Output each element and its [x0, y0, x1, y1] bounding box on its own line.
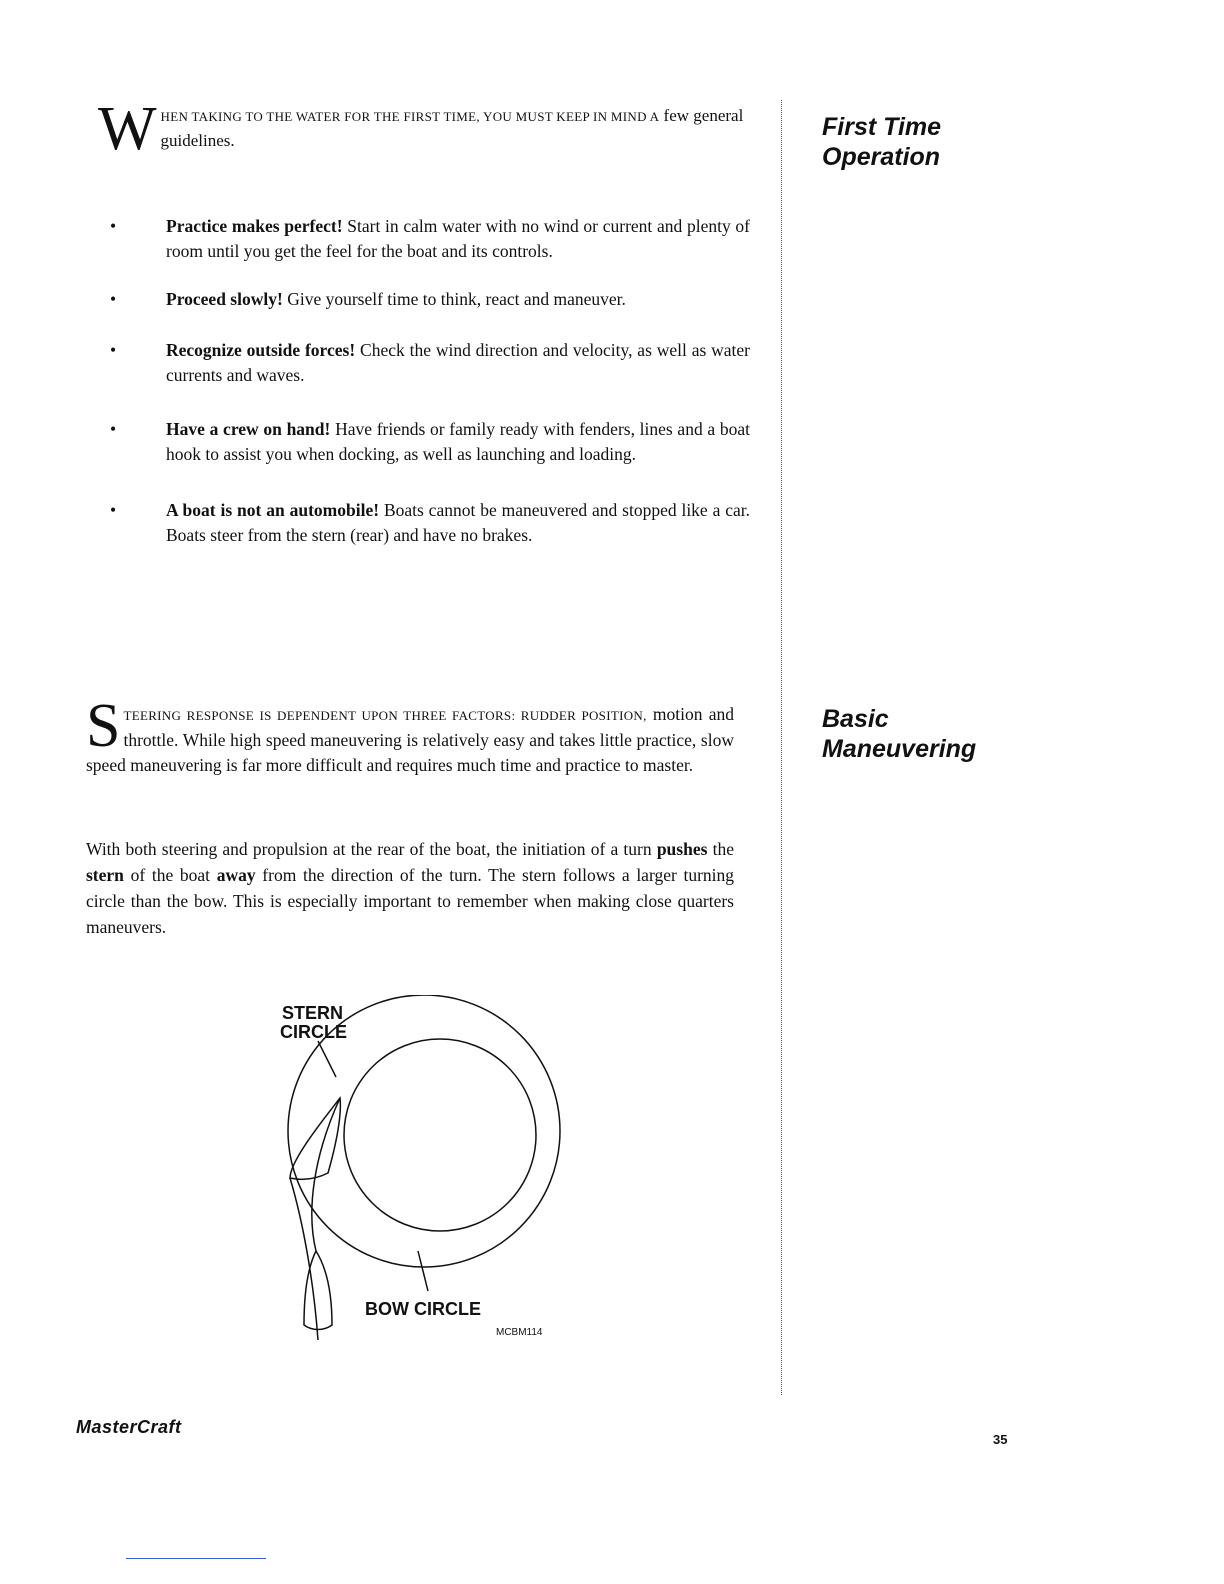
turning-bold-pushes: pushes: [656, 839, 708, 859]
heading-first-time-operation: [822, 112, 1142, 172]
bullet-icon: •: [110, 340, 117, 360]
intro-paragraph: [98, 95, 748, 163]
bullet-icon: •: [110, 500, 117, 520]
guideline-title: Have a crew on hand!: [166, 419, 331, 439]
turning-circle-diagram: [270, 995, 590, 1355]
guideline-title: A boat is not an automobile!: [166, 500, 380, 520]
guideline-title: Recognize outside forces!: [166, 340, 356, 360]
turning-bold-stern: stern: [86, 865, 124, 885]
bullet-icon: •: [110, 419, 117, 439]
steering-rest: motion and throttle. While high speed maneuvering is relatively easy and takes little practice, slow speed maneuvering is far more difficult and requires much time and practice to master.: [86, 704, 735, 775]
boat-upper-outline-icon: [290, 1098, 340, 1179]
heading-basic-maneuvering: [822, 704, 1142, 764]
stern-label-line2: CIRCLE: [280, 1022, 347, 1042]
boat-lower-outline-icon: [304, 1251, 332, 1330]
heading-line: Maneuvering: [822, 735, 977, 763]
guideline-text: Have friends or family ready with fenders, lines and a boat hook to assist you when docking, as well as launching and loading.: [166, 419, 751, 464]
steering-dropcap: S: [86, 692, 121, 760]
mastercraft-logo: MasterCraft: [76, 1417, 182, 1437]
turning-text: from the direction of the turn. The stern follows a larger turning circle than the bow. This is especially important to remember when making close quarters maneuvers.: [86, 865, 735, 937]
bullet-icon: •: [110, 216, 117, 236]
turning-text: With both steering and propulsion at the rear of the boat, the initiation of a turn: [86, 839, 652, 859]
guideline-item: [110, 498, 750, 548]
guideline-text: Check the wind direction and velocity, as well as water currents and waves.: [166, 340, 750, 385]
bow-leader-line: [418, 1251, 428, 1291]
guideline-text: Boats cannot be maneuvered and stopped like a car. Boats steer from the stern (rear) and have no brakes.: [166, 500, 751, 545]
intro-lead-smallcaps: HEN TAKING TO THE WATER FOR THE FIRST TIME, YOU MUST KEEP IN MIND A: [160, 109, 660, 124]
guideline-item: [110, 338, 750, 388]
turning-bold-away: away: [216, 865, 256, 885]
heading-line: Basic: [822, 705, 889, 733]
guideline-text: Start in calm water with no wind or current and plenty of room until you get the feel for the boat and its controls.: [166, 216, 751, 261]
guidelines-list: [110, 214, 750, 548]
stern-label-line1: STERN: [282, 1003, 344, 1023]
turning-text: the: [712, 839, 735, 859]
bow-circle-label: BOW CIRCLE: [365, 1299, 481, 1319]
guideline-item: [110, 214, 750, 264]
heading-line: Operation: [822, 143, 941, 171]
stern-leader-line: [318, 1041, 336, 1077]
turning-paragraph: [86, 836, 734, 940]
footer-rule: [126, 1558, 266, 1559]
guideline-text: Give yourself time to think, react and maneuver.: [287, 289, 626, 309]
heading-line: First Time: [822, 113, 942, 141]
column-divider: [781, 100, 782, 1395]
page-number: 35: [993, 1432, 1008, 1447]
intro-rest: few general guidelines.: [160, 106, 744, 150]
guideline-item: [110, 417, 750, 467]
guideline-title: Proceed slowly!: [166, 289, 283, 309]
steering-lead-smallcaps: TEERING RESPONSE IS DEPENDENT UPON THREE FACTORS: RUDDER POSITION,: [123, 708, 647, 723]
intro-dropcap: W: [98, 95, 157, 163]
bow-circle: [344, 1039, 536, 1231]
guideline-title: Practice makes perfect!: [166, 216, 343, 236]
bullet-icon: •: [110, 289, 117, 309]
guideline-item: [110, 287, 750, 312]
diagram-code: MCBM114: [496, 1327, 543, 1338]
steering-paragraph: [86, 692, 735, 778]
turning-text: of the boat: [130, 865, 211, 885]
